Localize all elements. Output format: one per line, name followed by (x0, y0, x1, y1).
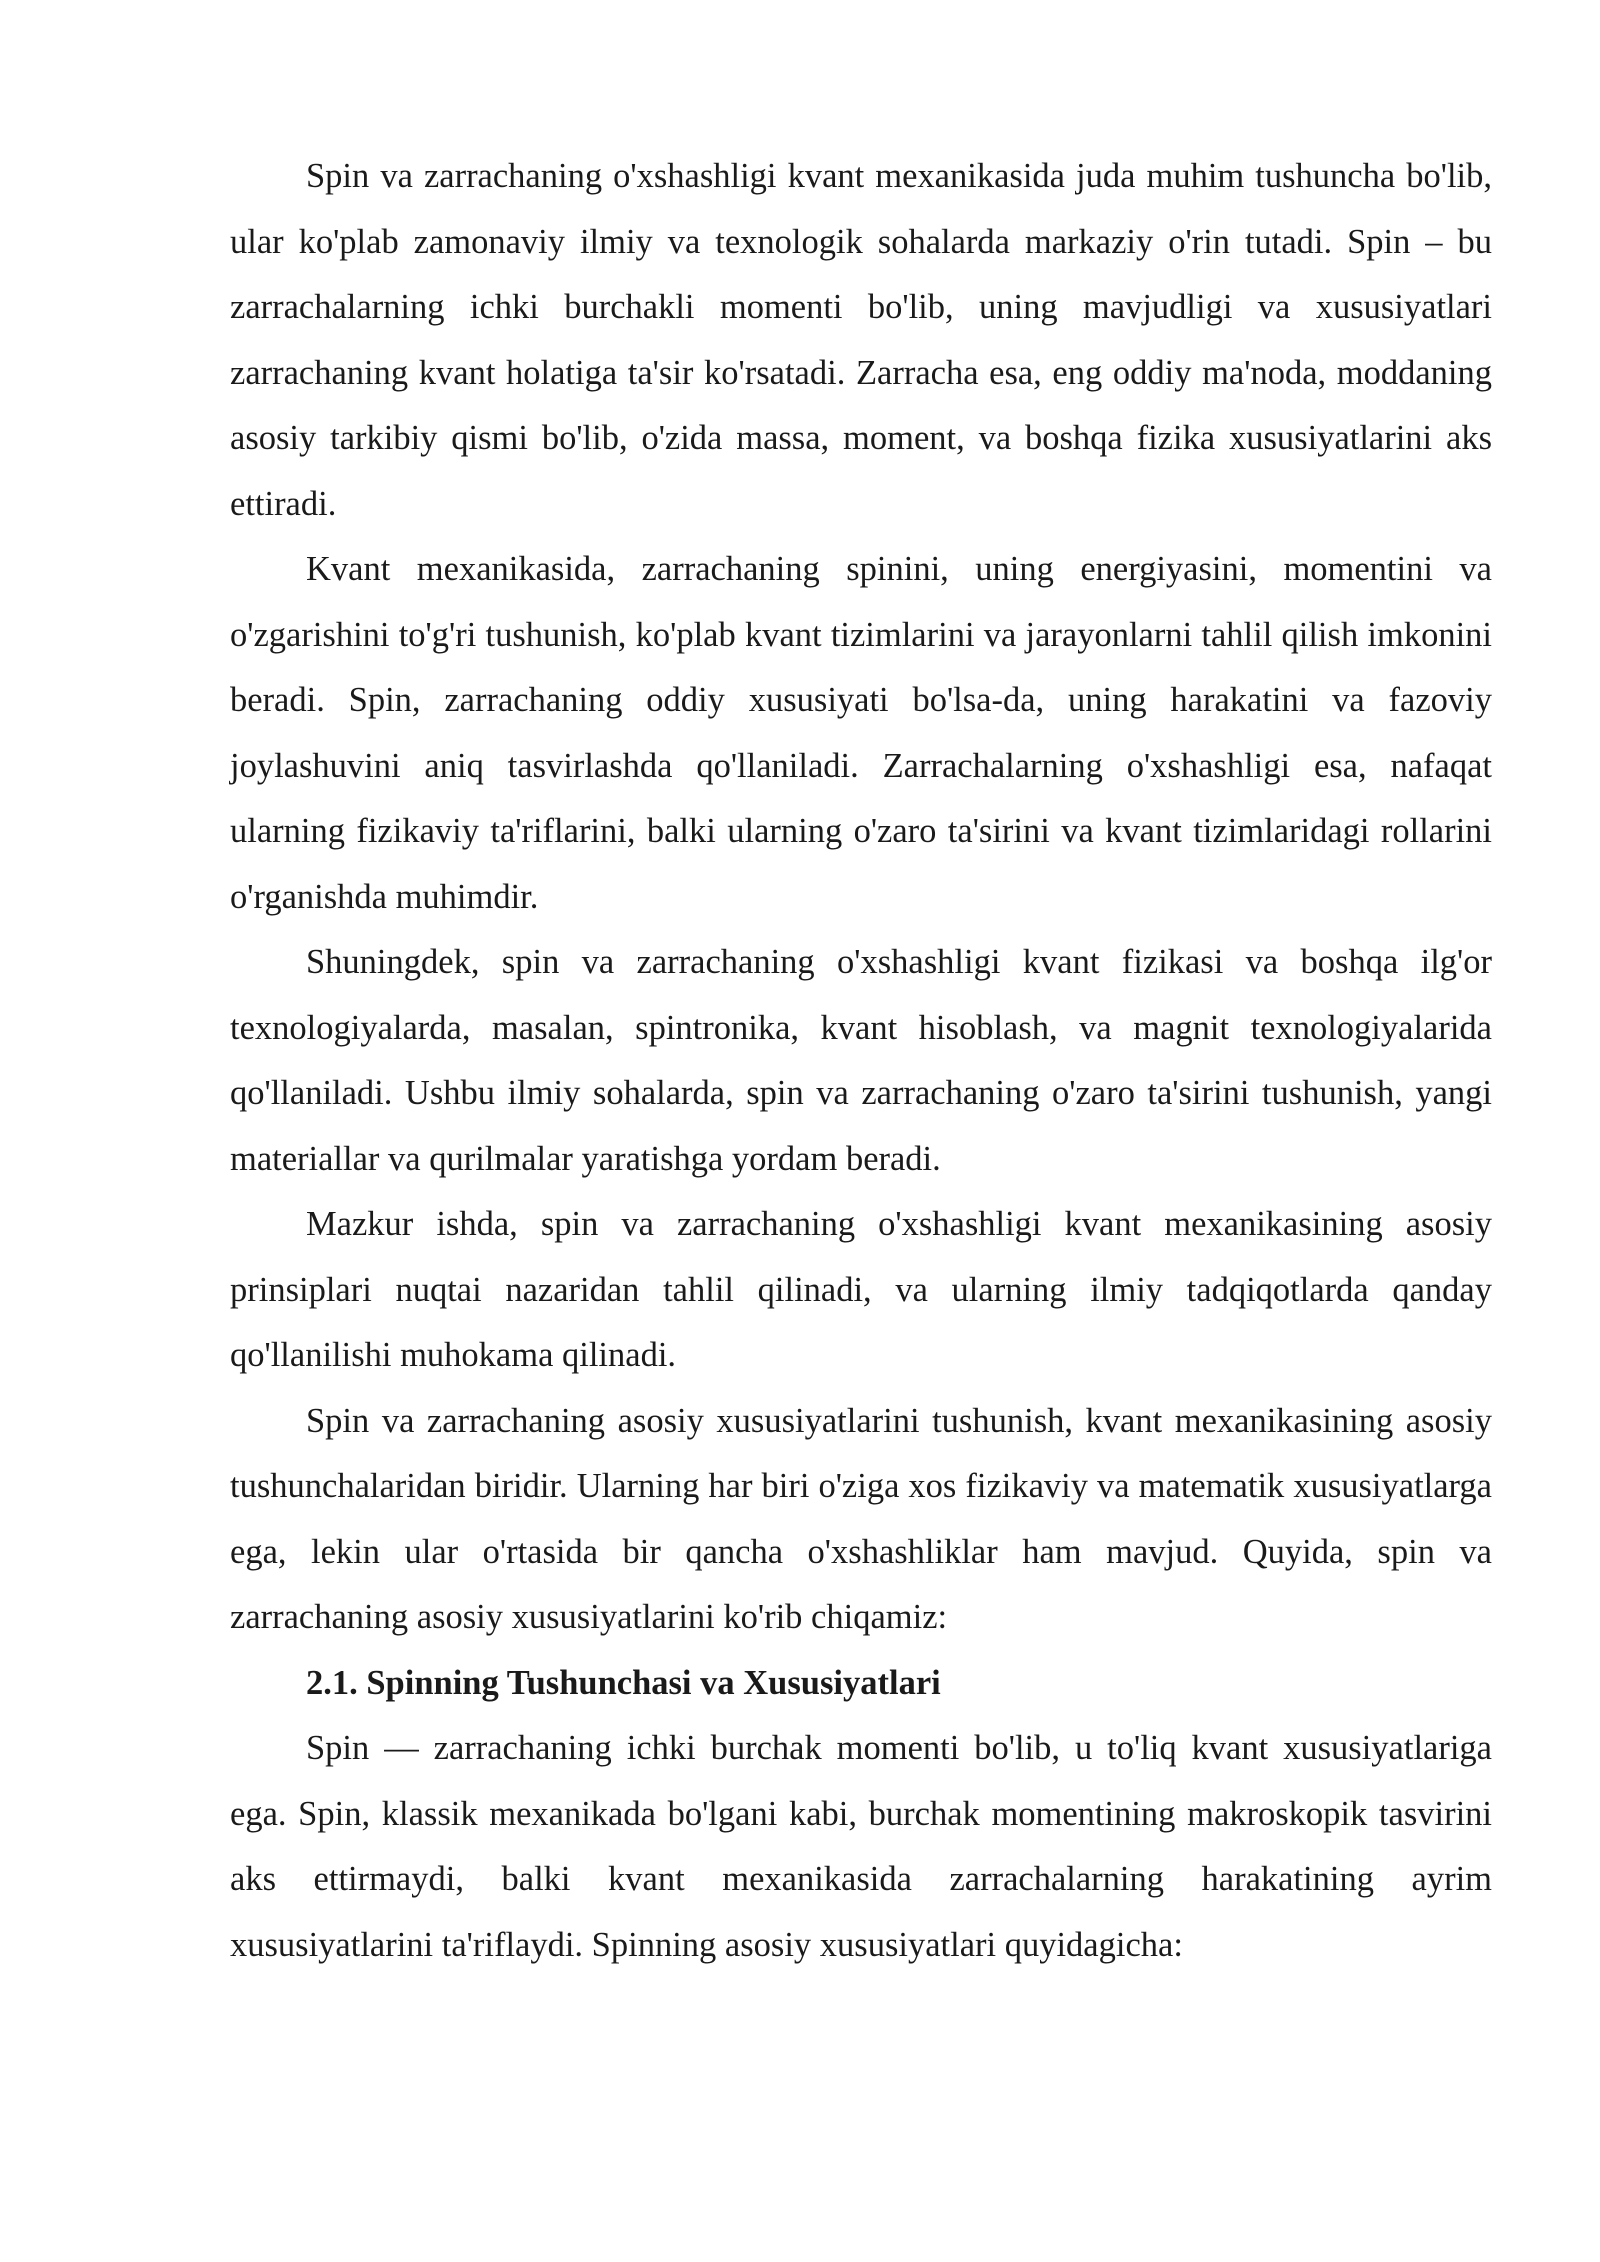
section-heading: 2.1. Spinning Tushunchasi va Xususiyatlari (306, 1663, 941, 1702)
paragraph-spin-definition: Spin — zarrachaning ichki burchak momenti bo'lib, u to'liq kvant xususiyatlariga ega. Spin, klassik mexanikada bo'lgani kabi, burchak momentining makroskopik tasvirini aks ettirmaydi, balki kvant mexanikasida zarrachalarning harakatining ayrim xususiyatlarini ta'riflaydi. Spinning asosiy xususiyatlari quyidagicha: (230, 1729, 1492, 1964)
paragraph-basic-properties: Spin va zarrachaning asosiy xususiyatlarini tushunish, kvant mexanikasining asosiy tushunchalaridan biridir. Ularning har biri o'ziga xos fizikaviy va matematik xususiyatlarga ega, lekin ular o'rtasida bir qancha o'xshashliklar ham mavjud. Quyida, spin va zarrachaning asosiy xususiyatlarini ko'rib chiqamiz: (230, 1401, 1492, 1636)
paragraph-applications: Shuningdek, spin va zarrachaning o'xshashligi kvant fizikasi va boshqa ilg'or texnologiyalarda, masalan, spintronika, kvant hisoblash, va magnit texnologiyalarida qo'llaniladi. Ushbu ilmiy sohalarda, spin va zarrachaning o'zaro ta'sirini tushunish, yangi materiallar va qurilmalar yaratishga yordam beradi. (230, 943, 1492, 1178)
paragraph-spin-intro: Spin va zarrachaning o'xshashligi kvant mexanikasida juda muhim tushuncha bo'lib, ular ko'plab zamonaviy ilmiy va texnologik sohalarda markaziy o'rin tutadi. Spin – bu zarrachalarning ichki burchakli momenti bo'lib, uning mavjudligi va xususiyatlari zarrachaning kvant holatiga ta'sir ko'rsatadi. Zarracha esa, eng oddiy ma'noda, moddaning asosiy tarkibiy qismi bo'lib, o'zida massa, moment, va boshqa fizika xususiyatlarini aks ettiradi. (230, 157, 1492, 523)
document-page (230, 144, 1492, 1978)
paragraph-work-scope: Mazkur ishda, spin va zarrachaning o'xshashligi kvant mexanikasining asosiy prinsiplari nuqtai nazaridan tahlil qilinadi, va ularning ilmiy tadqiqotlarda qanday qo'llanilishi muhokama qilinadi. (230, 1205, 1492, 1374)
paragraph-quantum-mechanics: Kvant mexanikasida, zarrachaning spinini, uning energiyasini, momentini va o'zgarishini to'g'ri tushunish, ko'plab kvant tizimlarini va jarayonlarni tahlil qilish imkonini beradi. Spin, zarrachaning oddiy xususiyati bo'lsa-da, uning harakatini va fazoviy joylashuvini aniq tasvirlashda qo'llaniladi. Zarrachalarning o'xshashligi esa, nafaqat ularning fizikaviy ta'riflarini, balki ularning o'zaro ta'sirini va kvant tizimlaridagi rollarini o'rganishda muhimdir. (230, 550, 1492, 916)
